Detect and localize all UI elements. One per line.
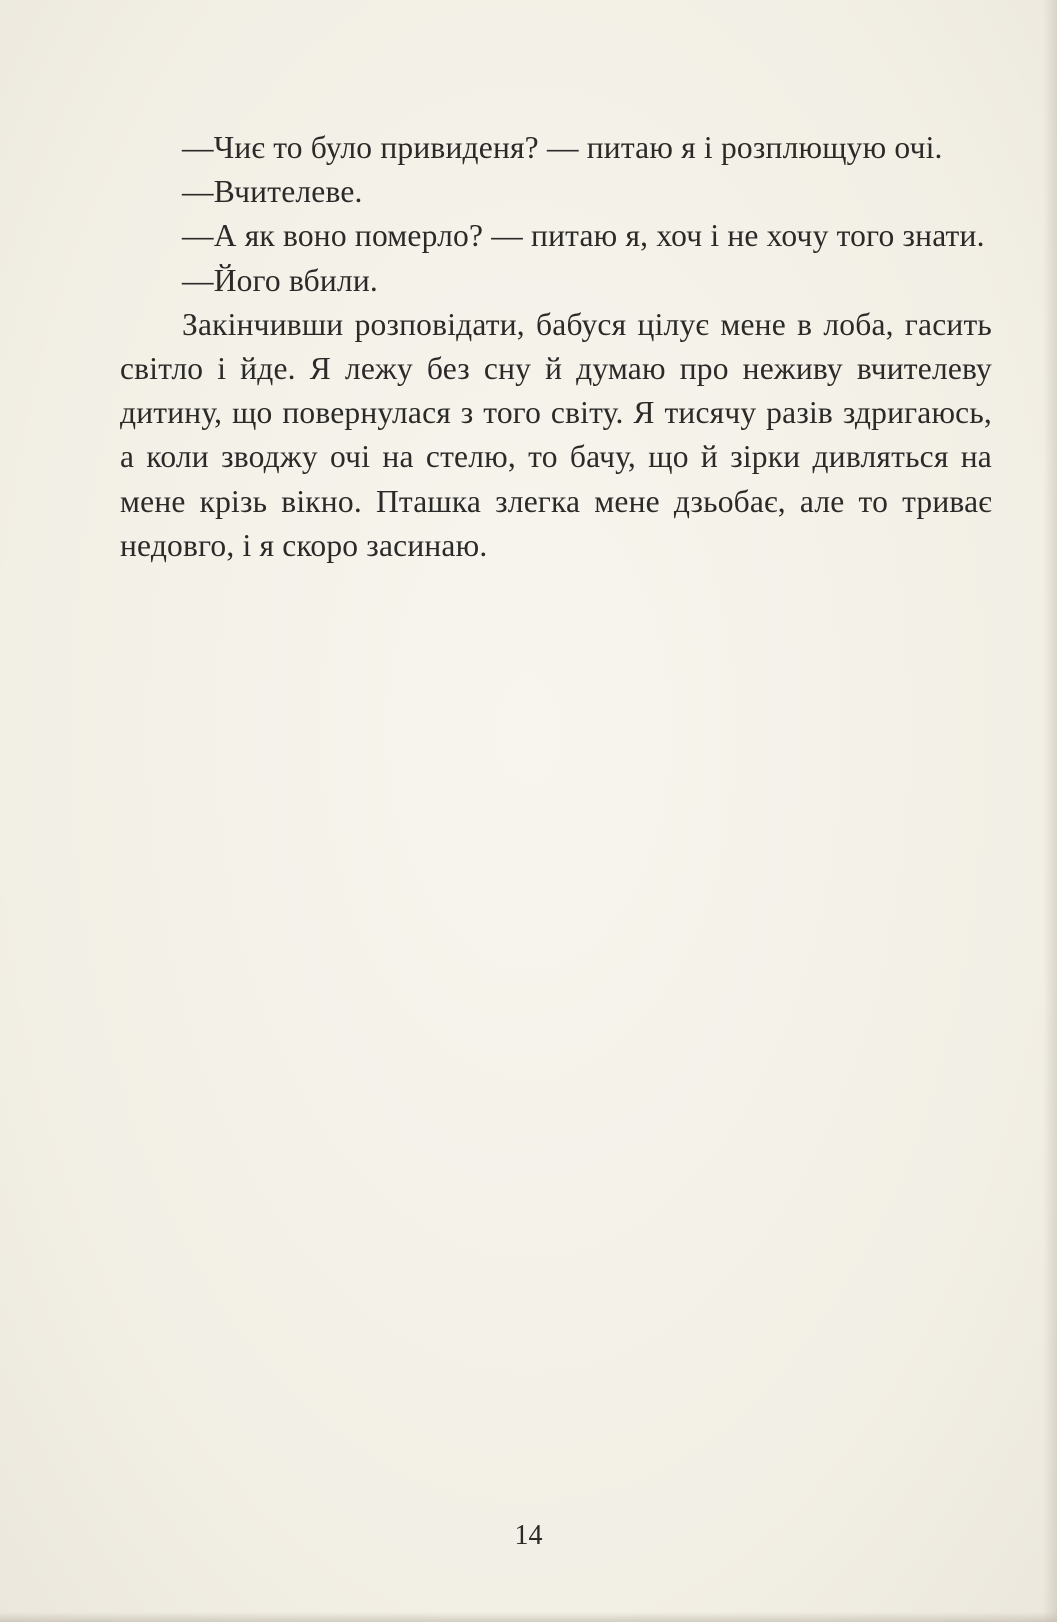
dialogue-paragraph: —А як воно померло? — питаю я, хоч і не хочу того знати. bbox=[182, 218, 985, 254]
page-edge-shadow bbox=[1043, 0, 1057, 1622]
dialogue-paragraph: —Його вбили. bbox=[182, 262, 378, 298]
body-text bbox=[120, 126, 992, 568]
dialogue-paragraph: —Чиє то було привиденя? — питаю я і розплющую очі. bbox=[182, 130, 943, 165]
page-edge-shadow bbox=[0, 1612, 1057, 1622]
page-number: 14 bbox=[514, 1520, 543, 1551]
dialogue-paragraph: —Вчителеве. bbox=[182, 174, 363, 210]
narrative-paragraph: Закінчивши розповідати, бабуся цілує мене в лоба, гасить світло і йде. Я лежу без сну й думаю про неживу вчителеву дитину, що повернулася з того світу. Я тисячу разів здригаюсь, а коли зводжу очі на стелю, то бачу, що й зірки дивляться на мене крізь вікно. Пташка злегка мене дзьобає, але то триває недовго, і я скоро засинаю. bbox=[120, 306, 992, 563]
